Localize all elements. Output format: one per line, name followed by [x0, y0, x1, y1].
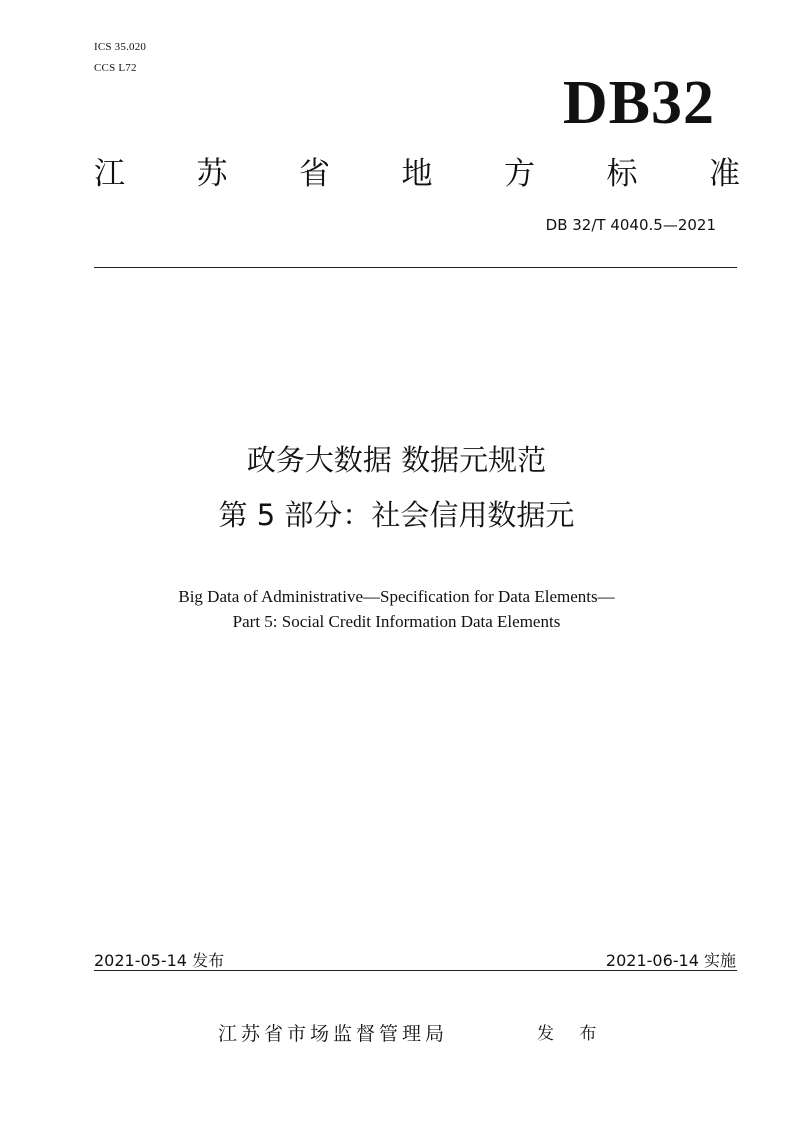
main-title-line-2: 第 5 部分：社会信用数据元	[218, 498, 575, 532]
standard-type-char: 准	[709, 156, 740, 192]
standard-type-title	[94, 155, 740, 193]
standard-type-char: 江	[94, 156, 125, 192]
issue-date: 2021-05-14 发布	[94, 951, 225, 970]
english-title-line-1: Big Data of Administrative—Specification for Data Elements—	[178, 587, 615, 606]
standard-type-char: 省	[299, 156, 330, 192]
ics-code: ICS 35.020	[94, 41, 147, 53]
standard-code-logo: DB32	[562, 69, 715, 137]
footer-divider	[94, 970, 737, 971]
publish-label: 发 布	[537, 1024, 607, 1044]
standard-type-char: 苏	[196, 156, 228, 192]
ccs-code: CCS L72	[94, 62, 137, 74]
standard-number: DB 32/T 4040.5—2021	[545, 216, 716, 234]
standard-type-char: 标	[606, 156, 638, 192]
implementation-date: 2021-06-14 实施	[605, 951, 736, 970]
standard-type-char: 地	[401, 156, 433, 192]
english-title-line-2: Part 5: Social Credit Information Data Elements	[232, 612, 561, 631]
standard-type-char: 方	[504, 156, 535, 192]
issuing-authority: 江苏省市场监督管理局	[218, 1023, 449, 1045]
main-title-line-1: 政务大数据 数据元规范	[246, 443, 547, 477]
header-divider	[94, 267, 737, 268]
